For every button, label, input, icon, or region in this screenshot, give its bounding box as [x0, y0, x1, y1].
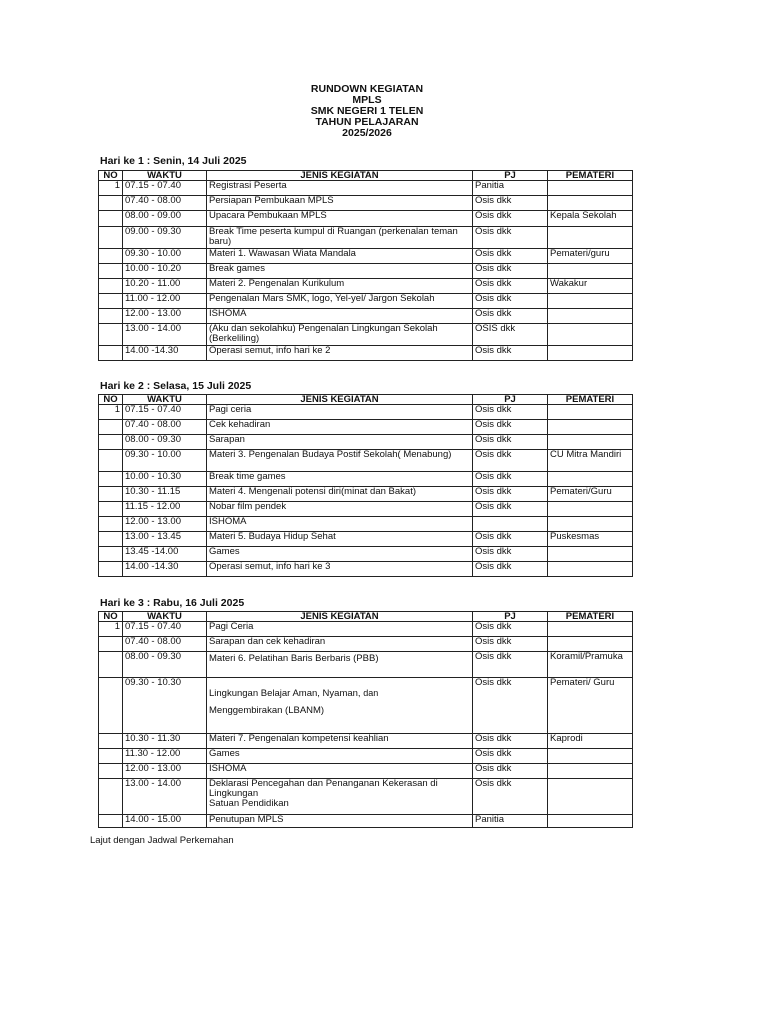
day-2-title: Hari ke 2 : Selasa, 15 Juli 2025 [100, 380, 252, 392]
day-1-title: Hari ke 1 : Senin, 14 Juli 2025 [100, 155, 247, 167]
table-row: 10.30 - 11.30 Materi 7. Pengenalan kompetensi keahlian Osis dkk Kaprodi [99, 734, 633, 749]
day-3-table [98, 611, 633, 828]
table-row: 08.00 - 09.30 Materi 6. Pelatihan Baris Berbaris (PBB) Osis dkk Koramil/Pramuka [99, 652, 633, 678]
kegiatan-line: Lingkungan [209, 788, 259, 799]
table-row: 09.30 - 10.00 Materi 1. Wawasan Wiata Mandala Osis dkk Pemateri/guru [99, 249, 633, 264]
col-pemateri: PEMATERI [548, 612, 633, 622]
title-line: SMK NEGERI 1 TELEN [310, 105, 424, 117]
col-no: NO [99, 171, 123, 181]
table-header-row [99, 395, 633, 405]
table-row: 11.00 - 12.00 Pengenalan Mars SMK, logo, Yel-yel/ Jargon Sekolah Osis dkk [99, 294, 633, 309]
table-row: 07.40 - 08.00 Cek kehadiran Osis dkk [99, 420, 633, 435]
footer-note: Lajut dengan Jadwal Perkemahan [90, 835, 234, 846]
title-line: RUNDOWN KEGIATAN [310, 83, 424, 95]
kegiatan-line: Deklarasi Pencegahan dan Penanganan Kekerasan di [209, 778, 438, 789]
document-title [0, 84, 734, 139]
col-pemateri: PEMATERI [548, 171, 633, 181]
title-line: TAHUN PELAJARAN [315, 116, 419, 128]
kegiatan-line: Lingkungan Belajar Aman, Nyaman, dan [209, 688, 379, 699]
day-3-title: Hari ke 3 : Rabu, 16 Juli 2025 [100, 597, 245, 609]
table-row: 11.30 - 12.00 Games Osis dkk [99, 749, 633, 764]
kegiatan-cell [207, 678, 473, 734]
table-row: 08.00 - 09.30 Sarapan Osis dkk [99, 435, 633, 450]
col-no: NO [99, 395, 123, 405]
col-pj: PJ [473, 395, 548, 405]
col-pj: PJ [473, 612, 548, 622]
table-row: 1 07.15 - 07.40 Pagi ceria Osis dkk [99, 405, 633, 420]
table-row: 12.00 - 13.00 ISHOMA Osis dkk [99, 309, 633, 324]
table-row: 09.00 - 09.30 Break Time peserta kumpul di Ruangan (perkenalan teman baru) Osis dkk [99, 227, 633, 249]
col-waktu: WAKTU [123, 395, 207, 405]
table-row: 11.15 - 12.00 Nobar film pendek Osis dkk [99, 502, 633, 517]
col-pj: PJ [473, 171, 548, 181]
table-row: 14.00 -14.30 Operasi semut, info hari ke 2 Osis dkk [99, 346, 633, 361]
table-row: 13.00 - 14.00 Deklarasi Pencegahan dan Penanganan Kekerasan di Lingkungan Satuan Pendidikan Osis dkk [99, 779, 633, 815]
table-row: 12.00 - 13.00 ISHOMA Osis dkk [99, 764, 633, 779]
table-row: 13.45 -14.00 Games Osis dkk [99, 547, 633, 562]
table-row: 07.40 - 08.00 Persiapan Pembukaan MPLS Osis dkk [99, 196, 633, 211]
table-row: 13.00 - 14.00 (Aku dan sekolahku) Pengenalan Lingkungan Sekolah (Berkeliling) OSIS dkk [99, 324, 633, 346]
table-row: 07.40 - 08.00 Sarapan dan cek kehadiran Osis dkk [99, 637, 633, 652]
table-row: 1 07.15 - 07.40 Pagi Ceria Osis dkk [99, 622, 633, 637]
table-row: 10.00 - 10.20 Break games Osis dkk [99, 264, 633, 279]
table-row: 08.00 - 09.00 Upacara Pembukaan MPLS Osis dkk Kepala Sekolah [99, 211, 633, 227]
day-1-table [98, 170, 633, 361]
table-row: 14.00 -14.30 Operasi semut, info hari ke 3 Osis dkk [99, 562, 633, 577]
table-row: 13.00 - 13.45 Materi 5. Budaya Hidup Sehat Osis dkk Puskesmas [99, 532, 633, 547]
table-row: 12.00 - 13.00 ISHOMA [99, 517, 633, 532]
col-kegiatan: JENIS KEGIATAN [207, 171, 473, 181]
table-row: 10.20 - 11.00 Materi 2. Pengenalan Kurikulum Osis dkk Wakakur [99, 279, 633, 294]
table-row: 14.00 - 15.00 Penutupan MPLS Panitia [99, 815, 633, 828]
title-line: 2025/2026 [342, 127, 392, 139]
col-no: NO [99, 612, 123, 622]
kegiatan-line: Satuan Pendidikan [209, 798, 289, 809]
col-kegiatan: JENIS KEGIATAN [207, 612, 473, 622]
table-header-row [99, 171, 633, 181]
kegiatan-cell [207, 779, 473, 815]
table-row: 1 07.15 - 07.40 Registrasi Peserta Panitia [99, 181, 633, 196]
table-header-row [99, 612, 633, 622]
day-2-table [98, 394, 633, 577]
table-row: 09.30 - 10.30 Lingkungan Belajar Aman, Nyaman, dan Menggembirakan (LBANM) Osis dkk Pemateri/ Guru [99, 678, 633, 734]
table-row: 09.30 - 10.00 Materi 3. Pengenalan Budaya Postif Sekolah( Menabung) Osis dkk CU Mitra Mandiri [99, 450, 633, 472]
title-line: MPLS [352, 94, 382, 106]
col-waktu: WAKTU [123, 612, 207, 622]
col-pemateri: PEMATERI [548, 395, 633, 405]
col-waktu: WAKTU [123, 171, 207, 181]
col-kegiatan: JENIS KEGIATAN [207, 395, 473, 405]
table-row: 10.00 - 10.30 Break time games Osis dkk [99, 472, 633, 487]
kegiatan-line: Menggembirakan (LBANM) [209, 705, 325, 716]
table-row: 10.30 - 11.15 Materi 4. Mengenali potensi diri(minat dan Bakat) Osis dkk Pemateri/Guru [99, 487, 633, 502]
